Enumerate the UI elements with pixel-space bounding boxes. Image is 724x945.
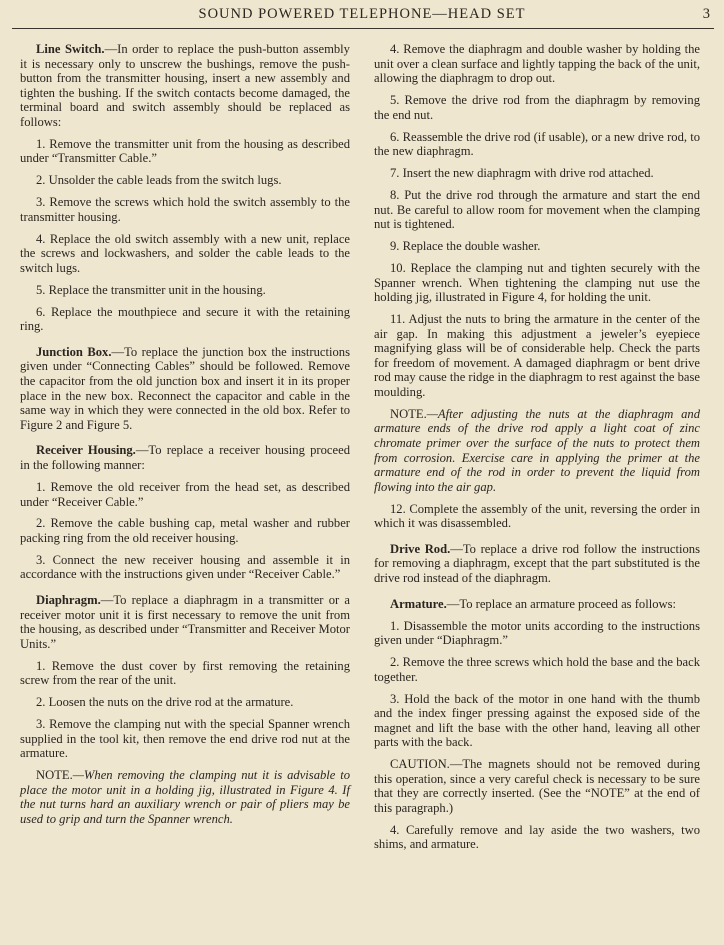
list-step: 11. Adjust the nuts to bring the armature in the center of the air gap. In making this adjustment a jeweler’s eyepiece magnifying glass will be of considerable help. Check the parts for freedom of movement. A damaged diaphragm or bent drive rod may cause the ridge in the diaphragm to rest against the base moulding. — [374, 311, 700, 399]
paragraph — [20, 593, 350, 651]
list-step: 2. Unsolder the cable leads from the switch lugs. — [36, 173, 282, 188]
list-step: 6. Reassemble the drive rod (if usable), or a new drive rod, to the new diaphragm. — [374, 129, 700, 159]
paragraph — [20, 443, 350, 472]
paragraph — [20, 345, 350, 433]
list-step: 3. Connect the new receiver housing and assemble it in accordance with the instructions given under “Receiver Cable.” — [20, 552, 350, 582]
caution-paragraph: CAUTION.—The magnets should not be removed during this operation, since a very careful check is necessary to be sure that they are correctly inserted. (See the “NOTE” at the end of this paragraph.) — [374, 757, 700, 815]
paragraph-text: —To replace an armature proceed as follows: — [446, 596, 676, 611]
list-step: 3. Remove the screws which hold the switch assembly to the transmitter housing. — [20, 195, 350, 224]
right-column — [374, 42, 700, 859]
section-heading: Receiver Housing. — [36, 443, 136, 458]
section-heading: Line Switch. — [36, 42, 105, 56]
section-heading: Diaphragm. — [36, 593, 101, 608]
section-heading: Junction Box. — [36, 344, 112, 359]
list-step: 7. Insert the new diaphragm with drive rod attached. — [390, 166, 654, 181]
page-number: 3 — [702, 6, 710, 22]
list-step: 5. Replace the transmitter unit in the housing. — [36, 282, 266, 297]
running-title: SOUND POWERED TELEPHONE—HEAD SET — [198, 6, 526, 22]
list-step: 4. Carefully remove and lay aside the two washers, two shims, and armature. — [374, 822, 700, 852]
note-text: —After adjusting the nuts at the diaphragm and armature ends of the drive rod apply a light coat of zinc chromate primer over the surface of the nuts to protect them from corrosion. Exercise care in applying the primer at the armature end of the rod in order to prevent the liquid from flowing into the air gap. — [374, 406, 700, 494]
list-step: 12. Complete the assembly of the unit, reversing the order in which it was disassembled. — [374, 501, 700, 531]
list-step: 9. Replace the double washer. — [390, 239, 541, 254]
paragraph — [20, 42, 350, 130]
section-diaphragm — [20, 593, 350, 827]
list-step: 10. Replace the clamping nut and tighten securely with the Spanner wrench. When tightening the clamping nut use the holding jig, illustrated in Figure 4, for holding the unit. — [374, 260, 700, 305]
left-column — [20, 42, 350, 834]
section-heading: Armature. — [390, 596, 447, 611]
list-step: 1. Remove the transmitter unit from the housing as described under “Transmitter Cable.” — [20, 136, 350, 166]
list-step: 2. Remove the cable bushing cap, metal washer and rubber packing ring from the old receiver housing. — [20, 516, 350, 545]
list-step: 6. Replace the mouthpiece and secure it with the retaining ring. — [20, 304, 350, 334]
paragraph-text: —To replace a receiver housing proceed in the following manner: — [20, 443, 350, 473]
list-step: 3. Remove the clamping nut with the special Spanner wrench supplied in the tool kit, then remove the end drive rod nut at the armature. — [20, 717, 350, 761]
list-step: 1. Remove the dust cover by first removing the retaining screw from the rear of the unit. — [20, 658, 350, 688]
paragraph — [374, 542, 700, 586]
header-rule — [12, 28, 714, 29]
paragraph-text: —To replace a diaphragm in a transmitter or a receiver motor unit it is first necessary to remove the unit from the housing, as described under “Transmitter and Receiver Motor Units.” — [20, 593, 350, 651]
page-header — [0, 6, 724, 28]
list-step: 1. Remove the old receiver from the head set, as described under “Receiver Cable.” — [20, 479, 350, 509]
note-paragraph — [374, 407, 700, 495]
section-line-switch — [20, 42, 350, 334]
list-step: 4. Replace the old switch assembly with a new unit, replace the screws and lockwashers, and solder the cable leads to the switch lugs. — [20, 231, 350, 275]
list-step: 4. Remove the diaphragm and double washer by holding the unit over a clean surface and lightly tapping the back of the unit, allowing the diaphragm to drop out. — [374, 42, 700, 86]
note-label: NOTE. — [390, 406, 427, 421]
note-label: NOTE. — [36, 768, 73, 783]
paragraph-text: —To replace the junction box the instructions given under “Connecting Cables” should be followed. Remove the capacitor from the old junction box and insert it in its proper place in the new box. Reconnect the capacitor and cable in the same way in which they were connected in the old box. Refer to Figure 2 and Figure 5. — [20, 344, 350, 432]
paragraph — [374, 597, 700, 612]
list-step: 1. Disassemble the motor units according to the instructions given under “Diaphragm.” — [374, 618, 700, 648]
note-paragraph — [20, 768, 350, 826]
paragraph-text: —To replace a drive rod follow the instructions for removing a diaphragm, except that the part substituted is the drive rod instead of the diaphragm. — [374, 541, 700, 586]
section-drive-rod — [374, 542, 700, 586]
section-heading: Drive Rod. — [390, 541, 451, 556]
list-step: 2. Remove the three screws which hold the base and the back together. — [374, 655, 700, 684]
list-step: 5. Remove the drive rod from the diaphragm by removing the end nut. — [374, 93, 700, 122]
list-step: 3. Hold the back of the motor in one hand with the thumb and the index finger pressing against the exposed side of the magnet and lift the base with the other hand, leaving all other parts with the back. — [374, 691, 700, 750]
list-step: 2. Loosen the nuts on the drive rod at the armature. — [36, 695, 294, 710]
section-diaphragm-continued — [374, 42, 700, 531]
note-text: —When removing the clamping nut it is advisable to place the motor unit in a holding jig, illustrated in Figure 4. If the nut turns hard an auxiliary wrench or pair of pliers may be used to grip and turn the Spanner wrench. — [20, 768, 350, 826]
section-junction-box — [20, 345, 350, 433]
paragraph-text: —In order to replace the push-button assembly it is necessary only to unscrew the bushings, remove the push-button from the transmitter housing, insert a new assembly and tighten the bushing. If the switch contacts become damaged, the terminal board and switch assembly should be replaced as follows: — [20, 42, 350, 129]
section-receiver-housing — [20, 443, 350, 582]
list-step: 8. Put the drive rod through the armature and start the end nut. Be careful to allow room for movement when the clamping nut is tightened. — [374, 187, 700, 232]
section-armature — [374, 597, 700, 852]
